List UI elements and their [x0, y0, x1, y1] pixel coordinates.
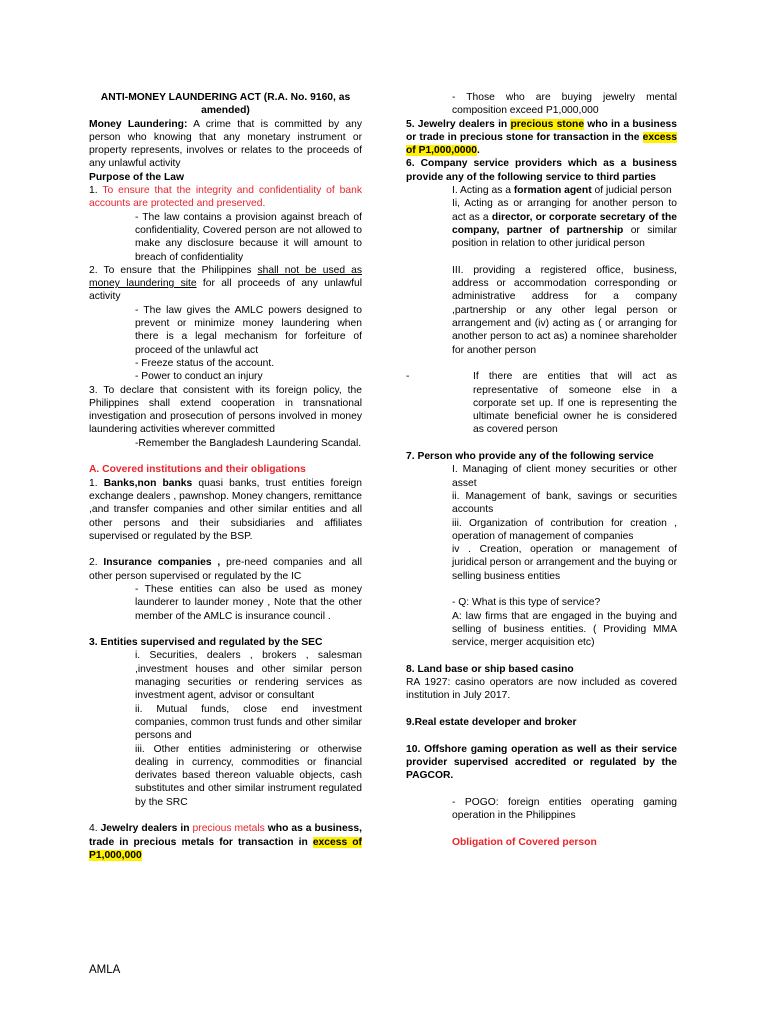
covered-item-9-heading: 9.Real estate developer and broker — [406, 716, 577, 728]
jewelry-note: - Those who are buying jewelry mental composition exceed P1,000,000 — [452, 92, 677, 117]
purpose-item-1: 1. To ensure that the integrity and confidentiality of bank accounts are protected and preserved. — [89, 185, 363, 210]
covered-item-6-heading: 6. Company service providers which as a business provide any of the following service to third parties — [406, 158, 677, 183]
purpose-item-3: 3. To declare that consistent with its foreign policy, the Philippines shall extend cooperation in transnational investigation and prosecution of persons involved in money laundering activities wherever committed — [89, 384, 362, 436]
pogo-note: - POGO: foreign entities operating gaming operation in the Philippines — [452, 796, 677, 822]
covered-item-8-text: RA 1927: casino operators are now included as covered institution in July 2017. — [406, 677, 677, 702]
covered-item-3-heading: 3. Entities supervised and regulated by the SEC — [89, 637, 323, 649]
document-title: ANTI-MONEY LAUNDERING ACT (R.A. No. 9160, as amended) — [100, 92, 351, 117]
purpose-2-note: - The law gives the AMLC powers designed to prevent or minimize money laundering when there is a legal mechanism for forfeiture of proceed of the unlawful act — [135, 304, 362, 356]
purpose-2-note-injury: - Power to conduct an injury — [135, 371, 263, 383]
highlight-excess-amount: excess of P1,000,000 — [89, 836, 362, 861]
covered-item-8-heading: 8. Land base or ship based casino — [406, 663, 574, 675]
sec-entity-iii: iii. Other entities administering or otherwise dealing in currency, commodities or financial derivates based thereon valuable objects, cash substitutes and other similar instrument regulated by the SRC — [135, 743, 362, 808]
service7-iv: iv . Creation, operation or management of juridical person or arrangement and the buying or selling business entities — [452, 544, 677, 582]
covered-item-10-heading: 10. Offshore gaming operation as well as their service provider supervised accredited or regulated by the PAGCOR. — [406, 743, 677, 782]
service-i: I. Acting as a formation agent of judicial person — [452, 185, 672, 197]
purpose-heading: Purpose of the Law — [89, 171, 184, 183]
money-laundering-definition: Money Laundering: A crime that is committed by any person who knowing that any monetary instrument or property represents, involves or relates to the proceeds of any unlawful activity — [89, 118, 362, 170]
covered-item-7-heading: 7. Person who provide any of the following service — [406, 451, 654, 463]
answer: A: law firms that are engaged in the buying and selling of business entities. ( Providing MMA service, merger acquisition etc) — [452, 610, 677, 649]
service-ii: Ii, Acting as or arranging for another person to act as a director, or corporate secretary of the company, partner of partnership or similar position in relation to other juridical person — [452, 198, 677, 250]
service7-i: I. Managing of client money securities or other asset — [452, 464, 677, 489]
purpose-2-note-freeze: - Freeze status of the account. — [135, 357, 275, 369]
covered-item-2: 2. Insurance companies , pre-need companies and all other person supervised or regulated by the IC — [89, 557, 362, 582]
purpose-item-2: 2. To ensure that the Philippines shall not be used as money laundering site for all proceeds of any unlawful activity — [89, 264, 362, 303]
right-column — [406, 91, 677, 849]
covered-item-2-note: - These entities can also be used as money launderer to launder money , Note that the other member of the AMLC is insurance council . — [135, 583, 362, 622]
service-iii: III. providing a registered office, business, address or accommodation corresponding or administrative address for a company ,partnership or any other legal person or arrangement and (iv) acting as ( or arranging for another person to act as) a nominee shareholder for another person — [452, 264, 677, 356]
section-a-heading: A. Covered institutions and their obligations — [89, 464, 306, 476]
covered-item-1: 1. Banks,non banks quasi banks, trust entities foreign exchange dealers , pawnshop. Money changers, remittance ,and transfer companies and other similar entities and all other persons and their subsidiaries and affiliates supervised or regulated by the BSP. — [89, 477, 362, 542]
service7-iii: iii. Organization of contribution for creation , operation of management of companies — [452, 517, 677, 542]
question: - Q: What is this type of service? — [452, 597, 601, 609]
purpose-1-note: - The law contains a provision against breach of confidentiality, Covered person are not allowed to make any disclosure because it will amount to breach of confidentiality — [135, 211, 362, 263]
covered-item-4: 4. Jewelry dealers in precious metals who as a business, trade in precious metals for transaction in excess of P1,000,000 — [89, 823, 362, 861]
left-column — [89, 91, 362, 862]
sec-entity-ii: ii. Mutual funds, close end investment companies, common trust funds and other similar persons and — [135, 703, 362, 742]
covered-item-5: 5. Jewelry dealers in precious stone who in a business or trade in precious stone for transaction in the excess of P1,000,0000. — [406, 118, 678, 157]
sec-entity-i: i. Securities, dealers , brokers , salesman ,investment houses and other similar person managing securities or rendering services as investment agent, advisor or consultant — [135, 650, 362, 702]
service7-ii: ii. Management of bank, savings or securities accounts — [452, 490, 677, 516]
purpose-3-note: -Remember the Bangladesh Laundering Scandal. — [135, 437, 362, 449]
page-footer: AMLA — [89, 964, 121, 976]
definition-label: Money Laundering: — [89, 118, 188, 130]
service-bullet: - If there are entities that will act as representative of someone else in a corporate set up. If one is representing the ultimate beneficial owner he is considered as covered person — [406, 371, 677, 436]
obligation-heading: Obligation of Covered person — [452, 836, 597, 848]
